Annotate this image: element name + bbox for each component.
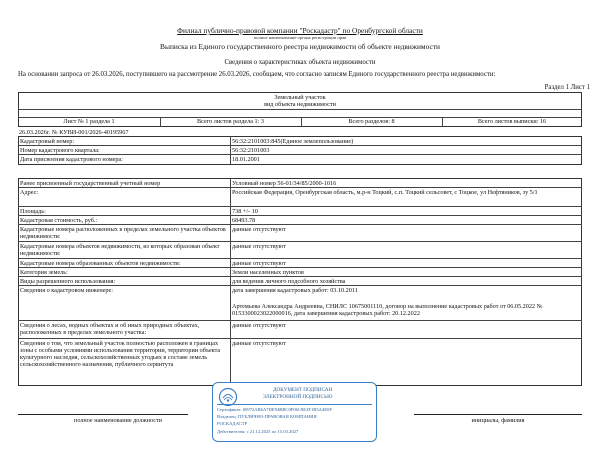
area-value: 738 +/- 10 — [232, 208, 258, 215]
object-type-caption: вид объекта недвижимости — [264, 101, 336, 108]
area-label: Площадь: — [20, 208, 46, 215]
divider — [18, 145, 582, 146]
organization-title: Филиал публично-правовой компании "Роскадастр" по Оренбургской области — [177, 26, 423, 35]
sheets-in-section: Всего листов раздела 1: 3 — [197, 118, 264, 125]
request-line: На основании запроса от 26.03.2026, поступившего на рассмотрение 26.03.2026, сообщаем, что согласно записям Единого государственного реестра недвижимости: — [18, 71, 496, 78]
stamp-validity: Действителен: с 21.12.2025 по 15.03.2027 — [217, 429, 299, 434]
cost-value: 68493.78 — [232, 217, 256, 224]
category-label: Категория земель: — [20, 269, 68, 276]
electronic-signature-stamp — [212, 382, 377, 442]
divider — [18, 206, 582, 207]
document-title: Выписка из Единого государственного реестра недвижимости об объекте недвижимости — [160, 42, 440, 51]
divider — [18, 224, 582, 225]
divider — [230, 178, 231, 386]
stamp-owner: Владелец: ПУБЛИЧНО-ПРАВОВАЯ КОМПАНИЯ — [217, 414, 317, 419]
assignment-date-label: Дата присвоения кадастрового номера: — [20, 156, 123, 163]
forest-label: Сведения о лесах, водных объектах и об иных природных объектах, расположенных в пределах земельного участка: — [20, 322, 200, 337]
address-value: Российская Федерация, Оренбургская область, м.р-н Тоцкий, с.п. Тоцкий сельсовет, с Тоцкое, ул Нефтяников, зу 5/1 — [232, 189, 538, 196]
divider — [18, 241, 582, 242]
sheets-total: Всего листов выписки: 16 — [477, 118, 547, 125]
divider — [18, 285, 582, 286]
divider — [18, 258, 582, 259]
permitted-use-label: Виды разрешенного использования: — [20, 278, 116, 285]
section-reference: Раздел 1 Лист 1 — [544, 84, 590, 91]
cost-label: Кадастровая стоимость, руб.: — [20, 217, 98, 224]
engineer-value-1: дата завершения кадастровых работ: 03.10.2011 — [232, 287, 358, 294]
divider — [18, 338, 582, 339]
name-caption: инициалы, фамилия — [471, 417, 525, 424]
formed-from-label: Кадастровые номера объектов недвижимости, из которых образован объект недвижимости: — [20, 243, 220, 258]
sections-total: Всего разделов: 8 — [348, 118, 395, 125]
divider — [18, 215, 582, 216]
signature-name-line — [414, 414, 582, 415]
divider — [217, 404, 372, 405]
zones-label: Сведения о том, что земельный участок полностью расположен в границах зоны с особыми условиями использования территории, территории объекта культурного наследия, сельскохозяйственных угодьях в составе земель сельскохозяйственного назначения, публичного сервитута — [20, 340, 221, 369]
stamp-line2: ЭЛЕКТРОННОЙ ПОДПИСЬЮ — [263, 394, 333, 400]
signature-position-line — [18, 414, 188, 415]
prev-number-value: Условный номер 56-01/34/85/2000-1016 — [232, 180, 337, 187]
engineer-value-2: Артемьева Александра Андреевна, СНИЛС 10675001110, договор на выполнение кадастровых работ от 06.05.2022 № 0153300023022000016, дата завершения кадастровых работ: 20.12.2022 — [232, 303, 543, 318]
category-value: Земли населенных пунктов — [232, 269, 304, 276]
stamp-line1: ДОКУМЕНТ ПОДПИСАН — [273, 387, 333, 393]
divider — [18, 187, 582, 188]
cadastral-number-label: Кадастровый номер: — [20, 138, 75, 145]
quarter-label: Номер кадастрового квартала: — [20, 147, 100, 154]
divider — [18, 109, 582, 110]
zones-value: данные отсутствуют — [232, 340, 286, 347]
section-title: Сведения о характеристиках объекта недвижимости — [224, 59, 376, 66]
formed-from-value: данные отсутствуют — [232, 243, 286, 250]
derived-value: данные отсутствуют — [232, 260, 286, 267]
within-label: Кадастровые номера расположенных в пределах земельного участка объектов недвижимости: — [20, 226, 226, 241]
permitted-use-value: для ведения личного подсобного хозяйства — [232, 278, 346, 285]
divider — [230, 136, 231, 165]
derived-label: Кадастровые номера образованных объектов недвижимости: — [20, 260, 181, 267]
stamp-certificate: Сертификат: 00972AB6A7DE94BBC0F06C8E2F1B5A4E0F — [217, 407, 332, 412]
quarter-value: 56:32:2101003 — [232, 147, 270, 154]
stamp-owner-2: РОСКАДАСТР — [217, 421, 248, 426]
divider — [18, 276, 582, 277]
divider — [18, 267, 582, 268]
engineer-label: Сведения о кадастровом инженере: — [20, 287, 113, 294]
prev-number-label: Ранее присвоенный государственный учетный номер — [20, 180, 161, 187]
sheet-number: Лист № 1 раздела 1 — [63, 118, 115, 125]
position-caption: полное наименование должности — [74, 417, 162, 424]
divider — [18, 154, 582, 155]
divider — [18, 320, 582, 321]
cadastral-number-value: 56:32:2101003:845(Единое землепользование) — [232, 138, 354, 145]
forest-value: данные отсутствуют — [232, 322, 286, 329]
address-label: Адрес: — [20, 189, 39, 196]
record-id: 26.03.2026г. № КУВИ-001/2026-40195967 — [19, 129, 129, 136]
assignment-date-value: 18.01.2001 — [232, 156, 260, 163]
object-type: Земельный участок — [274, 94, 326, 101]
organization-subtitle: полное наименование органа регистрации прав — [253, 35, 347, 40]
within-value: данные отсутствуют — [232, 226, 286, 233]
